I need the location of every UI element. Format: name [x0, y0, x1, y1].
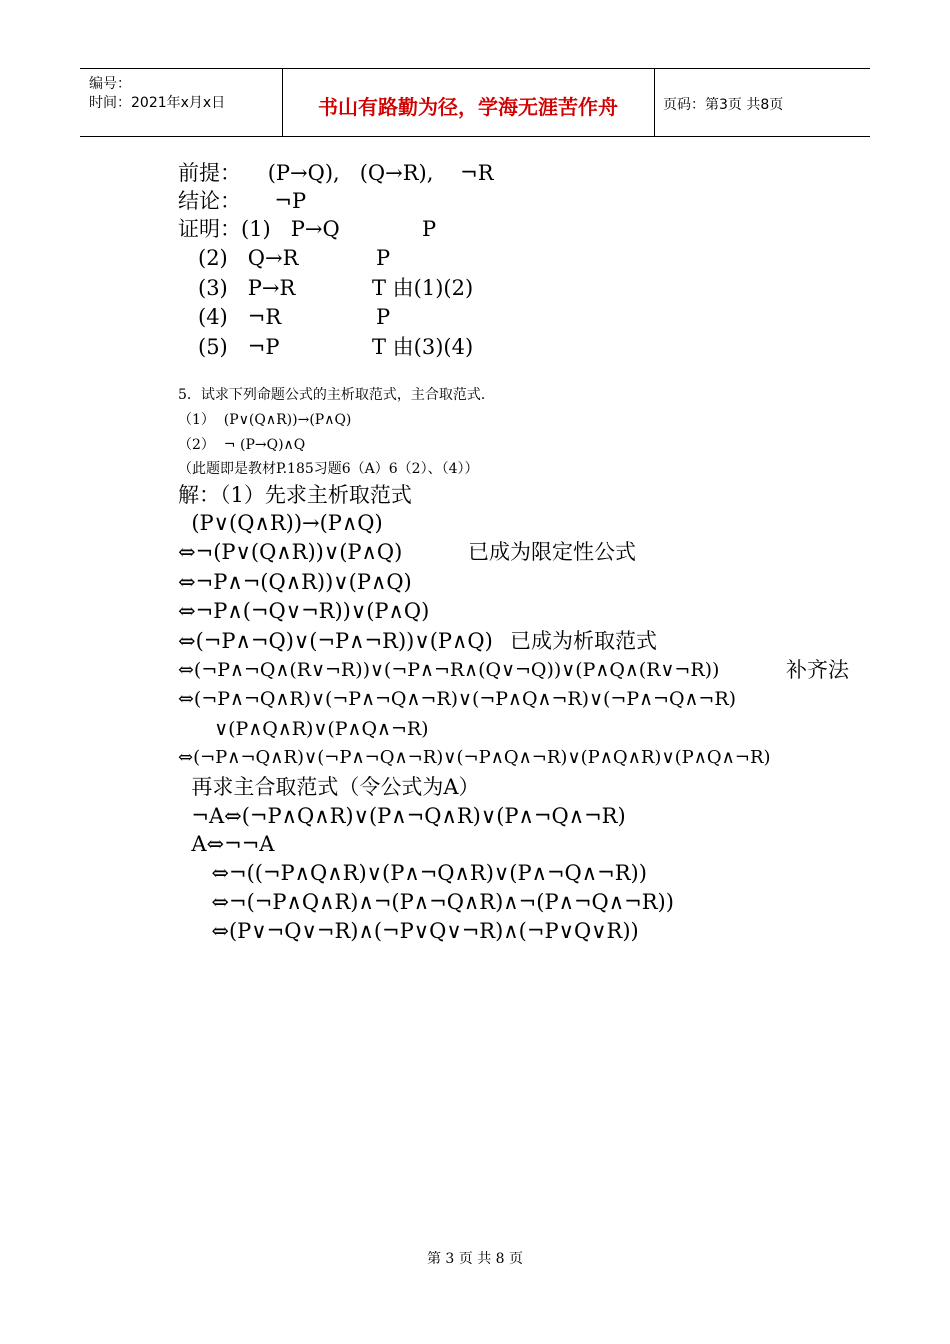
- proof-step-rule: T 由(1)(2): [372, 276, 474, 300]
- solution-intro: 解：（1）先求主析取范式: [178, 483, 412, 507]
- header-motto: 书山有路勤为径，学海无涯苦作舟: [318, 95, 618, 119]
- cnf-line: ¬A⇔(¬P∧Q∧R)∨(P∧¬Q∧R)∨(P∧¬Q∧¬R): [178, 804, 626, 828]
- proof-step-rule: P: [376, 305, 391, 329]
- proof-conclusion: 结论： ¬P: [178, 189, 307, 213]
- problem-note: （此题即是教材P.185习题6（A）6（2）、（4））: [178, 461, 479, 477]
- proof-step-label: (2) Q→R: [198, 246, 299, 270]
- cnf-line: ⇔(P∨¬Q∨¬R)∧(¬P∨Q∨¬R)∧(¬P∨Q∨R)): [178, 919, 639, 943]
- derivation-comment: 补齐法: [786, 658, 849, 682]
- derivation-line: ⇔¬P∧¬(Q∧R))∨(P∧Q): [178, 570, 412, 594]
- proof-step-rule: P: [376, 246, 391, 270]
- derivation-line: ⇔(¬P∧¬Q∧R)∨(¬P∧¬Q∧¬R)∨(¬P∧Q∧¬R)∨(P∧Q∧R)∨(P∧Q∧¬R): [178, 747, 771, 768]
- derivation-line: ⇔¬P∧(¬Q∨¬R))∨(P∧Q): [178, 599, 430, 623]
- header-page-cell: [654, 69, 870, 136]
- derivation-comment: 已成为析取范式: [510, 629, 657, 653]
- proof-step-label: (4) ¬R: [198, 305, 282, 329]
- proof-step-label: 证明：(1) P→Q: [178, 217, 340, 241]
- header-page-number: 页码：第3页 共8页: [663, 97, 784, 113]
- derivation-line: ⇔(¬P∧¬Q∧(R∨¬R))∨(¬P∧¬R∧(Q∨¬Q))∨(P∧Q∧(R∨¬R)): [178, 659, 720, 681]
- cnf-intro: 再求主合取范式（令公式为A）: [178, 775, 480, 799]
- time-label: 时间：2021年x月x日: [89, 95, 226, 111]
- derivation-line: ⇔¬(P∨(Q∧R))∨(P∧Q): [178, 540, 403, 564]
- page-header: [80, 68, 870, 137]
- code-label: 编号：: [89, 76, 131, 92]
- derivation-comment: 已成为限定性公式: [468, 540, 636, 564]
- proof-premise: 前提： (P→Q), (Q→R), ¬R: [178, 161, 494, 185]
- problem-title: 5．试求下列命题公式的主析取范式，主合取范式．: [178, 387, 495, 403]
- problem-item-1: （1） (P∨(Q∧R))→(P∧Q): [178, 412, 352, 428]
- header-motto-cell: [282, 69, 655, 136]
- derivation-line: ∨(P∧Q∧R)∨(P∧Q∧¬R): [178, 718, 429, 740]
- derivation-line: ⇔(¬P∧¬Q∧R)∨(¬P∧¬Q∧¬R)∨(¬P∧Q∧¬R)∨(¬P∧¬Q∧¬R): [178, 688, 737, 710]
- cnf-line: ⇔¬((¬P∧Q∧R)∨(P∧¬Q∧R)∨(P∧¬Q∧¬R)): [178, 861, 647, 885]
- proof-step-label: (5) ¬P: [198, 335, 280, 359]
- problem-item-2: （2） ¬ (P→Q)∧Q: [178, 437, 306, 453]
- cnf-line: ⇔¬(¬P∧Q∧R)∧¬(P∧¬Q∧R)∧¬(P∧¬Q∧¬R)): [178, 890, 674, 914]
- proof-step-rule: T 由(3)(4): [372, 335, 474, 359]
- header-meta-cell: [80, 69, 283, 136]
- derivation-line: (P∨(Q∧R))→(P∧Q): [178, 511, 383, 535]
- proof-step-label: (3) P→R: [198, 276, 296, 300]
- cnf-line: A⇔¬¬A: [178, 832, 275, 856]
- proof-step-rule: P: [422, 217, 437, 241]
- page-footer: 第 3 页 共 8 页: [426, 1251, 524, 1267]
- derivation-line: ⇔(¬P∧¬Q)∨(¬P∧¬R))∨(P∧Q): [178, 629, 493, 653]
